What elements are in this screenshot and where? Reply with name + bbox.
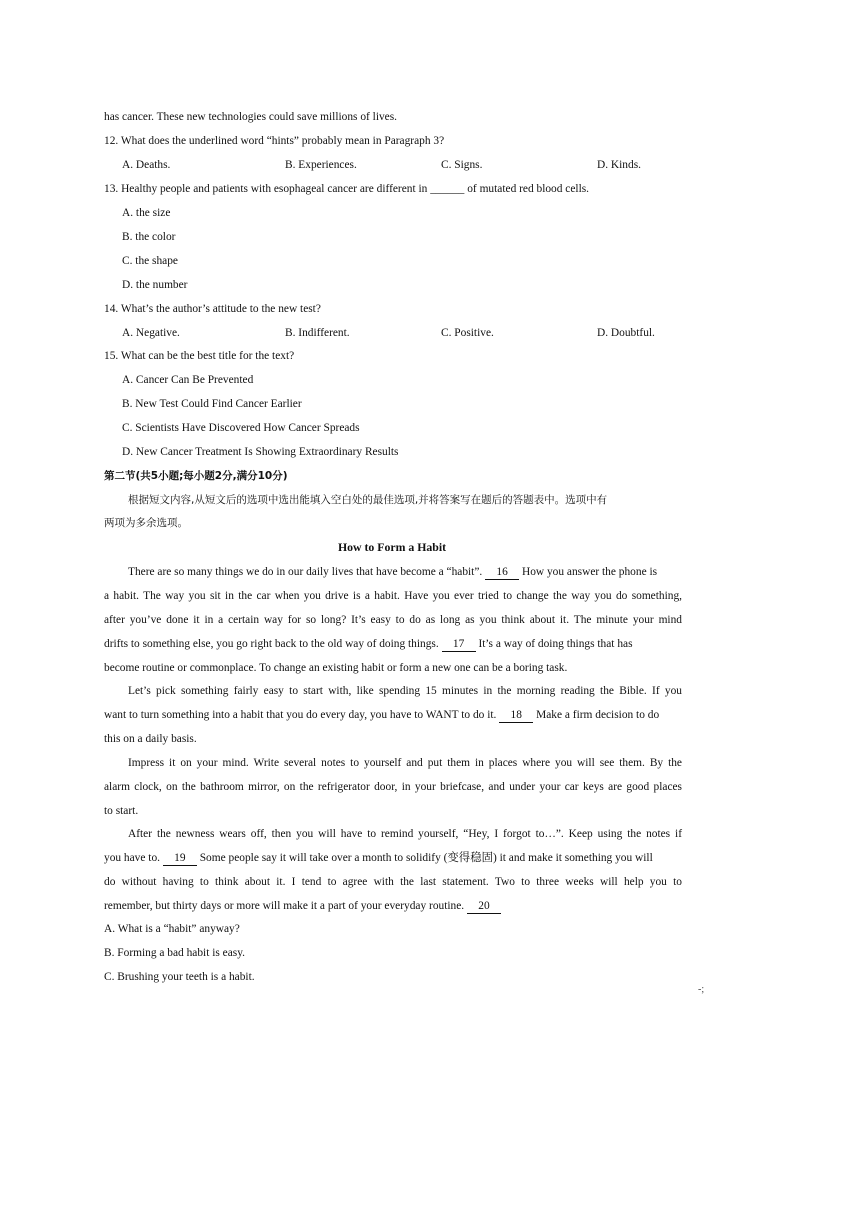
paragraph-3-line-3: to start. [104,805,139,817]
q12-option-d: D. Kinds. [597,159,641,171]
paragraph-3-line-2: alarm clock, on the bathroom mirror, on the refrigerator door, in your briefcase, and under your car keys are good places [104,781,682,793]
q13-option-d: D. the number [122,279,188,291]
blank-19: 19 [163,851,197,866]
q14-option-a: A. Negative. [122,327,180,339]
p2-line2-text-b: Make a firm decision to do [536,709,660,721]
choice-a: A. What is a “habit” anyway? [104,923,240,935]
question-14-stem: 14. What’s the author’s attitude to the new test? [104,303,321,315]
paragraph-2-line-3: this on a daily basis. [104,733,197,745]
q14-option-b: B. Indifferent. [285,327,350,339]
p1-line1-text-a: There are so many things we do in our daily lives that have become a “habit”. [128,566,483,578]
p1-line4-text-a: drifts to something else, you go right back to the old way of doing things. [104,638,439,650]
p1-line1-text-b: How you answer the phone is [521,566,658,578]
q13-stem-after: of mutated red blood cells. [467,183,590,195]
passage-continuation: has cancer. These new technologies could save millions of lives. [104,111,398,123]
q12-option-b: B. Experiences. [285,159,357,171]
paragraph-4-line-3: do without having to think about it. I tend to agree with the last statement. Two to three weeks will help you to [104,876,682,888]
paragraph-2-line-1: Let’s pick something fairly easy to start with, like spending 15 minutes in the morning reading the Bible. If you [128,685,682,697]
p1-line4-text-b: It’s a way of doing things that has [478,638,633,650]
q15-option-a: A. Cancer Can Be Prevented [122,374,254,386]
paragraph-4-line-1: After the newness wears off, then you will have to remind yourself, “Hey, I forgot to…”. Keep using the notes if [128,828,682,840]
passage-title: How to Form a Habit [337,540,447,554]
paragraph-4-line-4 [104,899,501,914]
blank-20: 20 [467,899,501,914]
q13-stem-before: 13. Healthy people and patients with esophageal cancer are different in [104,183,428,195]
paragraph-1-line-4 [104,637,682,652]
choice-c: C. Brushing your teeth is a habit. [104,971,255,983]
question-13-stem [104,182,589,196]
blank-17: 17 [442,637,476,652]
paragraph-1-line-3: after you’ve done it in a certain way for so long? It’s easy to do as long as you think about it. The minute your mind [104,614,682,626]
paragraph-1-line-2: a habit. The way you sit in the car when you drive is a habit. Have you ever tried to change the way you do something, [104,590,682,602]
q13-option-b: B. the color [122,231,176,243]
question-15-stem: 15. What can be the best title for the text? [104,350,295,362]
q13-option-a: A. the size [122,207,171,219]
q15-option-d: D. New Cancer Treatment Is Showing Extraordinary Results [122,446,399,458]
q14-option-c: C. Positive. [441,327,494,339]
paragraph-1-line-5: become routine or commonplace. To change an existing habit or form a new one can be a boring task. [104,662,568,674]
q15-option-c: C. Scientists Have Discovered How Cancer Spreads [122,422,360,434]
choice-b: B. Forming a bad habit is easy. [104,947,245,959]
blank-16: 16 [485,565,519,580]
question-12-stem: 12. What does the underlined word “hints” probably mean in Paragraph 3? [104,135,445,147]
paragraph-3-line-1: Impress it on your mind. Write several notes to yourself and put them in places where you will see them. By the [128,757,682,769]
q12-option-c: C. Signs. [441,159,483,171]
paragraph-1-line-1 [128,565,682,580]
section-instruction-line2: 两项为多余选项。 [104,517,188,529]
blank-18: 18 [499,708,533,723]
q13-option-c: C. the shape [122,255,178,267]
p4-line4-text-a: remember, but thirty days or more will make it a part of your everyday routine. [104,900,465,912]
q13-blank: ______ [430,183,465,195]
q15-option-b: B. New Test Could Find Cancer Earlier [122,398,302,410]
section-heading: 第二节(共5小题;每小题2分,满分10分) [104,470,288,482]
stray-mark: -; [698,984,705,995]
q12-option-a: A. Deaths. [122,159,171,171]
q14-option-d: D. Doubtful. [597,327,655,339]
p2-line2-text-a: want to turn something into a habit that you do every day, you have to WANT to do it. [104,709,497,721]
p4-line2-text-b: Some people say it will take over a month to solidify (变得稳固) it and make it something you will [199,852,653,864]
section-instruction-line1: 根据短文内容,从短文后的选项中选出能填入空白处的最佳选项,并将答案写在题后的答题表中。选项中有 [128,494,608,506]
paragraph-2-line-2 [104,708,682,723]
p4-line2-text-a: you have to. [104,852,160,864]
paragraph-4-line-2 [104,851,682,866]
